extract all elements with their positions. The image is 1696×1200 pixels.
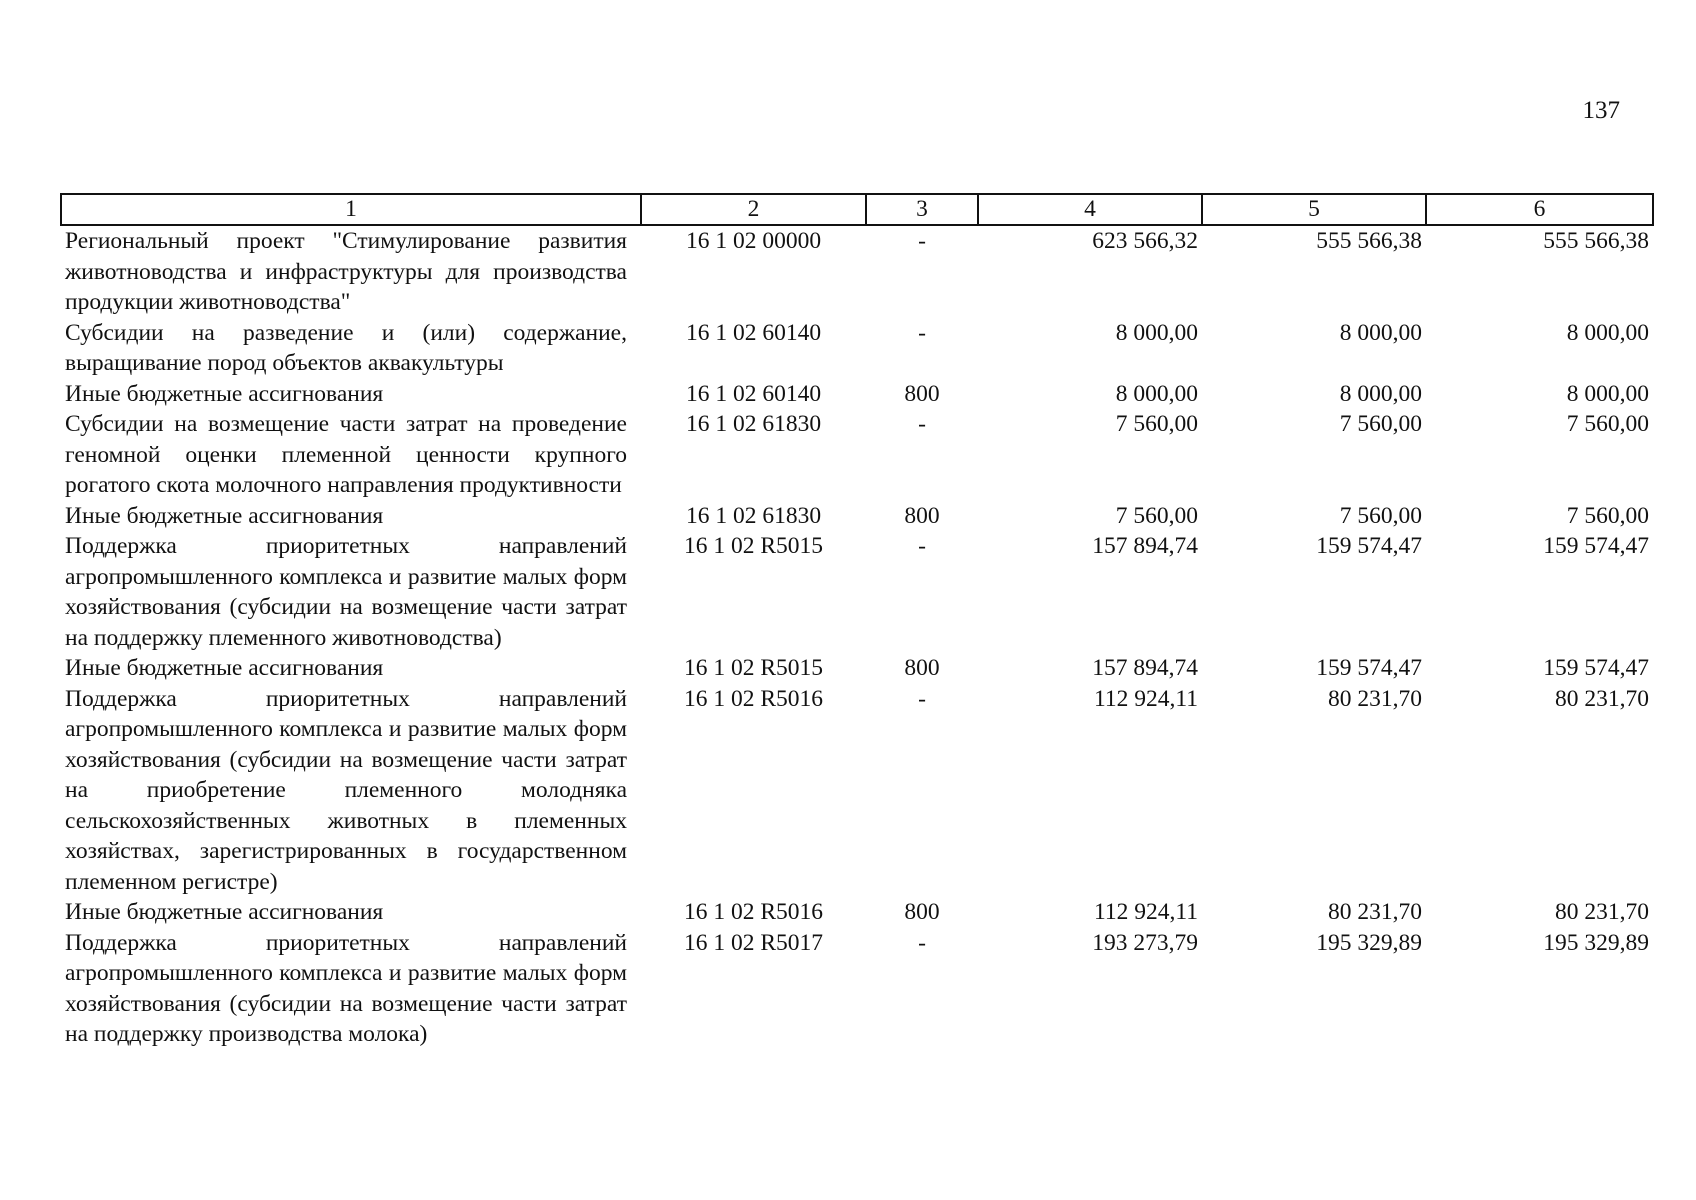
header-col-6: 6 [1426, 194, 1653, 225]
row-value-4: 7 560,00 [1115, 411, 1198, 437]
row-value-5: 159 574,47 [1316, 655, 1422, 681]
row-value-5: 7 560,00 [1339, 411, 1422, 437]
row-expense-type: - [918, 533, 926, 559]
row-value-4: 193 273,79 [1092, 929, 1198, 956]
table-body [61, 225, 1653, 1050]
row-value-4: 112 924,11 [1093, 685, 1198, 712]
row-code: 16 1 02 R5015 [683, 655, 824, 681]
row-value-5: 8 000,00 [1339, 380, 1422, 407]
row-value-6: 159 574,47 [1543, 655, 1649, 681]
row-expense-type: 800 [904, 899, 940, 925]
table-row [61, 928, 1653, 1050]
row-name: Субсидии на разведение и (или) содержание, выращивание пород объектов аквакультуры [65, 319, 627, 376]
row-name: Иные бюджетные ассигнования [65, 502, 384, 529]
table-row [61, 897, 1653, 928]
row-value-6: 555 566,38 [1543, 228, 1649, 254]
table-row [61, 653, 1653, 684]
header-col-4: 4 [978, 194, 1202, 225]
row-code: 16 1 02 R5015 [683, 533, 824, 559]
row-name: Иные бюджетные ассигнования [65, 380, 384, 407]
row-expense-type: - [918, 685, 926, 712]
row-name: Поддержка приоритетных направлений агропромышленного комплекса и развитие малых форм хозяйствования (субсидии на возмещение части затрат на приобретение племенного молодняка сельскохозяйственных животных в племенных хозяйствах, зарегистрированных в государственном племенном регистре) [65, 685, 627, 895]
row-expense-type: - [918, 228, 926, 254]
row-code: 16 1 02 R5017 [683, 929, 824, 956]
row-value-4: 157 894,74 [1092, 655, 1198, 681]
row-name: Иные бюджетные ассигнования [65, 655, 384, 681]
table-row [61, 501, 1653, 532]
row-value-4: 112 924,11 [1093, 899, 1198, 925]
row-value-5: 159 574,47 [1316, 533, 1422, 559]
row-name: Иные бюджетные ассигнования [65, 899, 384, 925]
row-value-6: 7 560,00 [1566, 502, 1649, 529]
row-expense-type: - [918, 319, 926, 346]
row-code: 16 1 02 R5016 [683, 685, 824, 712]
header-row [61, 194, 1653, 225]
page-number: 137 [1582, 97, 1620, 124]
header-col-1: 1 [61, 194, 641, 225]
row-code: 16 1 02 R5016 [683, 899, 824, 925]
table-row [61, 531, 1653, 653]
row-value-5: 7 560,00 [1339, 502, 1422, 529]
row-value-6: 7 560,00 [1566, 411, 1649, 437]
row-expense-type: 800 [904, 655, 940, 681]
table-row [61, 318, 1653, 379]
row-code: 16 1 02 61830 [685, 502, 822, 529]
row-expense-type: - [918, 929, 926, 956]
row-name: Поддержка приоритетных направлений агропромышленного комплекса и развитие малых форм хозяйствования (субсидии на возмещение части затрат на поддержку племенного животноводства) [65, 533, 627, 651]
row-value-4: 8 000,00 [1115, 319, 1198, 346]
row-code: 16 1 02 00000 [685, 228, 822, 254]
row-code: 16 1 02 60140 [685, 380, 822, 407]
row-expense-type: - [918, 411, 926, 437]
header-col-2: 2 [641, 194, 866, 225]
row-value-5: 8 000,00 [1339, 319, 1422, 346]
row-code: 16 1 02 61830 [685, 411, 822, 437]
row-value-6: 80 231,70 [1555, 899, 1649, 925]
row-name: Региональный проект "Стимулирование развития животноводства и инфраструктуры для производства продукции животноводства" [65, 228, 627, 315]
table-row [61, 379, 1653, 410]
header-col-3: 3 [866, 194, 978, 225]
row-code: 16 1 02 60140 [685, 319, 822, 346]
table-row [61, 684, 1653, 898]
row-expense-type: 800 [904, 502, 940, 529]
table-row [61, 225, 1653, 318]
row-value-5: 555 566,38 [1316, 228, 1422, 254]
row-value-4: 7 560,00 [1115, 502, 1198, 529]
row-value-6: 8 000,00 [1566, 319, 1649, 346]
row-value-6: 80 231,70 [1555, 685, 1649, 712]
row-value-6: 195 329,89 [1543, 929, 1649, 956]
row-value-4: 8 000,00 [1115, 380, 1198, 407]
row-name: Субсидии на возмещение части затрат на проведение геномной оценки племенной ценности крупного рогатого скота молочного направления продуктивности [65, 411, 627, 498]
table-header [61, 194, 1653, 225]
row-value-5: 80 231,70 [1328, 685, 1422, 712]
row-value-5: 195 329,89 [1316, 929, 1422, 956]
row-expense-type: 800 [904, 380, 940, 407]
row-value-6: 159 574,47 [1543, 533, 1649, 559]
row-value-5: 80 231,70 [1328, 899, 1422, 925]
table-row [61, 409, 1653, 501]
budget-table [60, 193, 1654, 1050]
row-value-4: 157 894,74 [1092, 533, 1198, 559]
header-col-5: 5 [1202, 194, 1426, 225]
row-value-6: 8 000,00 [1566, 380, 1649, 407]
row-value-4: 623 566,32 [1092, 228, 1198, 254]
row-name: Поддержка приоритетных направлений агропромышленного комплекса и развитие малых форм хозяйствования (субсидии на возмещение части затрат на поддержку производства молока) [65, 929, 627, 1047]
